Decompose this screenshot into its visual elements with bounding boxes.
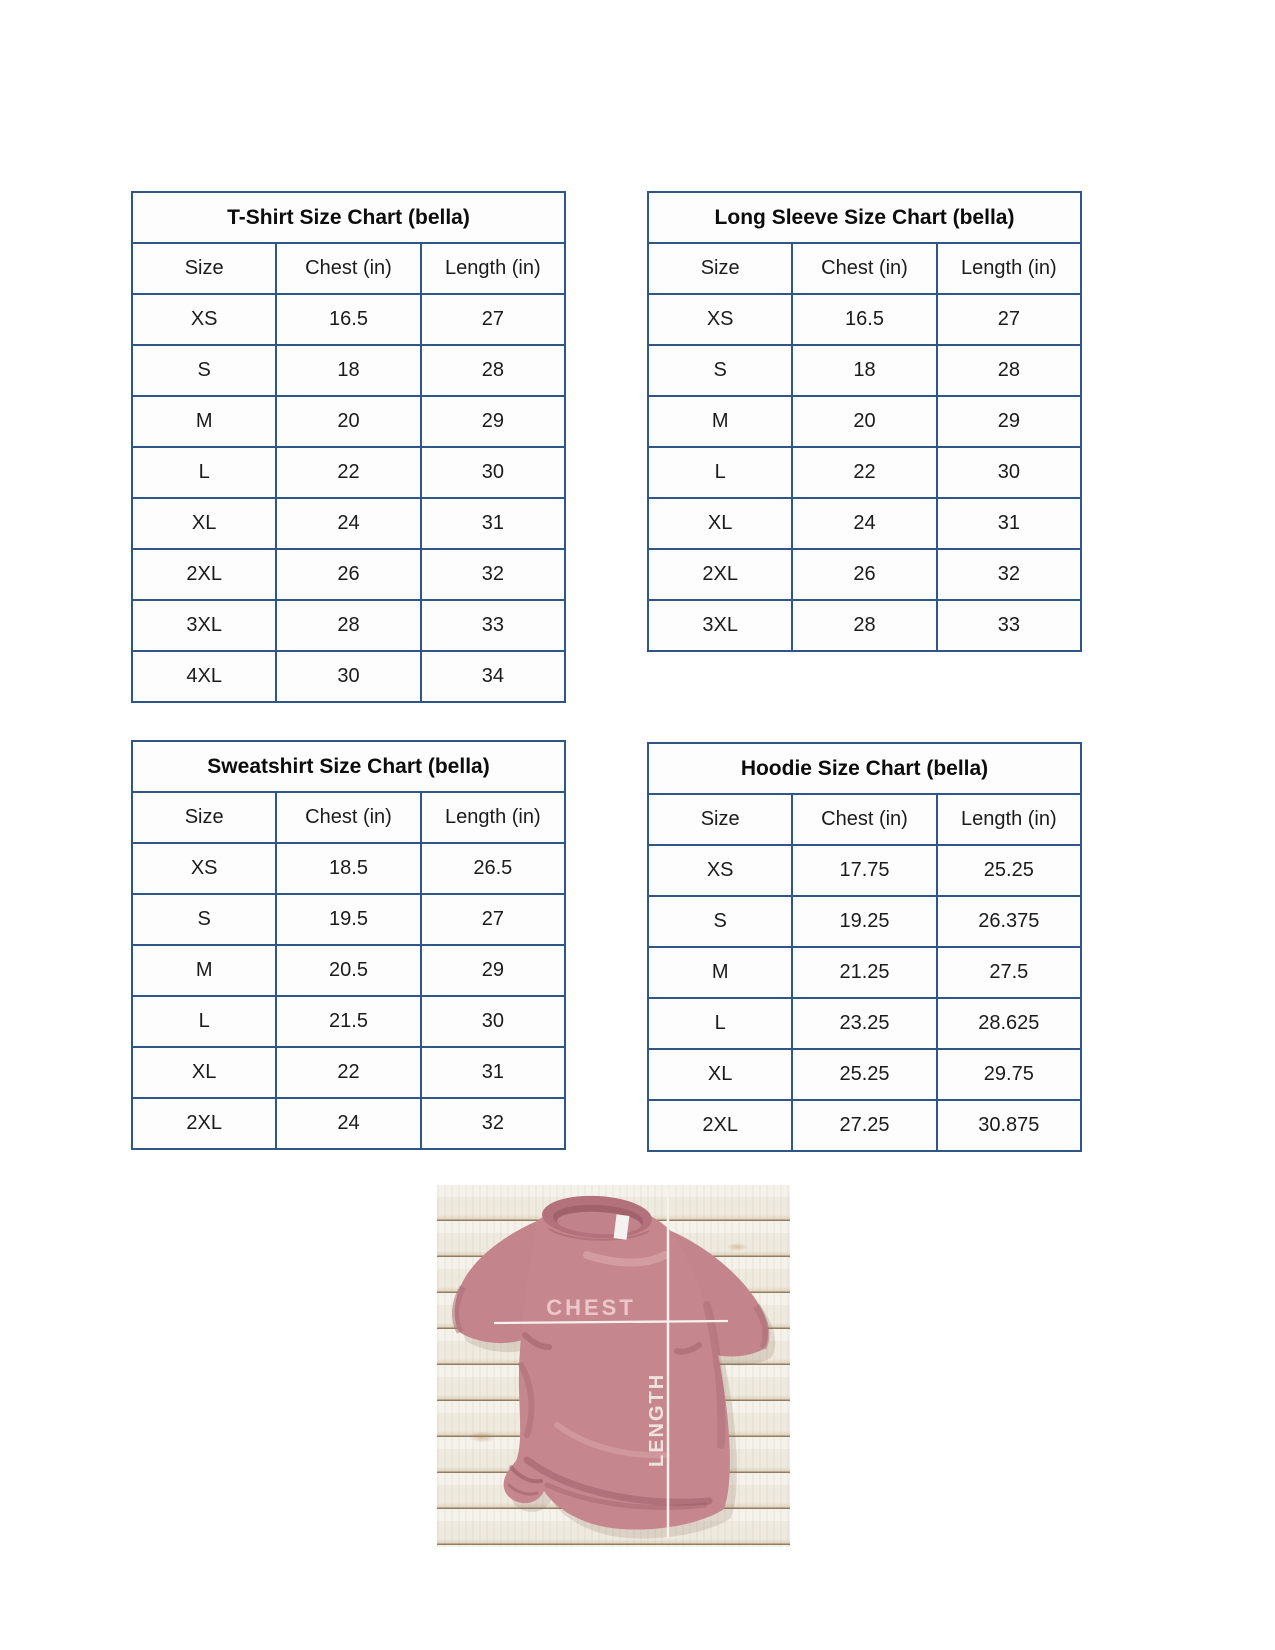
- size-table: [647, 742, 1082, 1152]
- tshirt-body: [455, 1193, 768, 1529]
- table-cell: 24: [276, 1098, 420, 1149]
- table-cell: L: [132, 447, 276, 498]
- size-table: [131, 740, 566, 1150]
- length-label: LENGTH: [646, 1372, 668, 1467]
- column-header: Length (in): [937, 794, 1081, 845]
- table-row: [648, 896, 1081, 947]
- table-cell: 2XL: [132, 549, 276, 600]
- table-cell: 29: [937, 396, 1081, 447]
- table-cell: 21.25: [792, 947, 936, 998]
- table-cell: S: [648, 345, 792, 396]
- table-cell: 33: [937, 600, 1081, 651]
- table-cell: 19.25: [792, 896, 936, 947]
- table-cell: 28: [792, 600, 936, 651]
- table-row: [132, 396, 565, 447]
- table-header-row: [648, 794, 1081, 845]
- table-cell: 20.5: [276, 945, 420, 996]
- column-header: Chest (in): [276, 243, 420, 294]
- table-cell: 22: [792, 447, 936, 498]
- table-cell: XL: [648, 1049, 792, 1100]
- column-header: Chest (in): [276, 792, 420, 843]
- table-row: [132, 345, 565, 396]
- table-cell: 30.875: [937, 1100, 1081, 1151]
- size-table: [647, 191, 1082, 652]
- table-cell: 30: [421, 447, 565, 498]
- column-header: Chest (in): [792, 243, 936, 294]
- table-row: [648, 947, 1081, 998]
- table-cell: 3XL: [648, 600, 792, 651]
- table-cell: M: [648, 947, 792, 998]
- table-cell: XS: [648, 845, 792, 896]
- table-cell: XL: [648, 498, 792, 549]
- table-cell: 17.75: [792, 845, 936, 896]
- column-header: Size: [132, 243, 276, 294]
- column-header: Length (in): [421, 243, 565, 294]
- table-cell: L: [648, 998, 792, 1049]
- table-row: [132, 843, 565, 894]
- table-cell: 26: [276, 549, 420, 600]
- table-cell: 22: [276, 1047, 420, 1098]
- table-cell: 16.5: [276, 294, 420, 345]
- table-cell: 26.5: [421, 843, 565, 894]
- table-cell: 18.5: [276, 843, 420, 894]
- table-cell: 2XL: [132, 1098, 276, 1149]
- table-cell: 27: [421, 294, 565, 345]
- table-cell: 28: [421, 345, 565, 396]
- table-cell: 32: [421, 1098, 565, 1149]
- table-cell: XS: [132, 294, 276, 345]
- table-row: [648, 345, 1081, 396]
- table-cell: M: [132, 396, 276, 447]
- table-cell: 32: [937, 549, 1081, 600]
- table-row: [648, 294, 1081, 345]
- table-row: [132, 498, 565, 549]
- table-cell: 21.5: [276, 996, 420, 1047]
- table-cell: XL: [132, 498, 276, 549]
- table-title: Hoodie Size Chart (bella): [648, 743, 1081, 794]
- table-cell: 32: [421, 549, 565, 600]
- table-cell: 19.5: [276, 894, 420, 945]
- table-row: [648, 549, 1081, 600]
- table-row: [132, 447, 565, 498]
- table-cell: XS: [132, 843, 276, 894]
- table-title: Sweatshirt Size Chart (bella): [132, 741, 565, 792]
- table-cell: 25.25: [937, 845, 1081, 896]
- table-cell: S: [648, 896, 792, 947]
- table-cell: 30: [937, 447, 1081, 498]
- column-header: Size: [648, 794, 792, 845]
- table-cell: 20: [792, 396, 936, 447]
- table-cell: 28: [276, 600, 420, 651]
- table-row: [132, 894, 565, 945]
- chest-label: CHEST: [546, 1295, 636, 1320]
- column-header: Length (in): [421, 792, 565, 843]
- table-header-row: [132, 792, 565, 843]
- table-row: [648, 998, 1081, 1049]
- table-cell: 22: [276, 447, 420, 498]
- table-cell: S: [132, 345, 276, 396]
- table-row: [132, 651, 565, 702]
- table-title-row: [648, 743, 1081, 794]
- table-title-row: [648, 192, 1081, 243]
- table-cell: 24: [276, 498, 420, 549]
- table-row: [648, 396, 1081, 447]
- table-cell: 31: [421, 1047, 565, 1098]
- table-cell: 20: [276, 396, 420, 447]
- table-cell: 31: [421, 498, 565, 549]
- table-cell: 28.625: [937, 998, 1081, 1049]
- table-cell: 3XL: [132, 600, 276, 651]
- table-cell: 34: [421, 651, 565, 702]
- table-cell: XS: [648, 294, 792, 345]
- table-row: [648, 1100, 1081, 1151]
- table-cell: 29.75: [937, 1049, 1081, 1100]
- table-cell: 27: [421, 894, 565, 945]
- table-row: [648, 845, 1081, 896]
- size-table: [131, 191, 566, 703]
- table-cell: M: [648, 396, 792, 447]
- table-row: [648, 600, 1081, 651]
- table-cell: 33: [421, 600, 565, 651]
- table-cell: 24: [792, 498, 936, 549]
- tshirt-size-chart: [131, 191, 566, 703]
- table-row: [132, 294, 565, 345]
- column-header: Size: [648, 243, 792, 294]
- table-row: [132, 1047, 565, 1098]
- table-cell: L: [132, 996, 276, 1047]
- table-cell: XL: [132, 1047, 276, 1098]
- table-cell: 31: [937, 498, 1081, 549]
- table-cell: 2XL: [648, 549, 792, 600]
- table-title-row: [132, 741, 565, 792]
- sweatshirt-size-chart: [131, 740, 566, 1150]
- column-header: Size: [132, 792, 276, 843]
- column-header: Chest (in): [792, 794, 936, 845]
- table-cell: 27.5: [937, 947, 1081, 998]
- size-guide-photo: [437, 1185, 790, 1547]
- table-title: Long Sleeve Size Chart (bella): [648, 192, 1081, 243]
- long-sleeve-size-chart: [647, 191, 1082, 652]
- table-row: [132, 600, 565, 651]
- table-row: [648, 498, 1081, 549]
- table-cell: 2XL: [648, 1100, 792, 1151]
- table-row: [648, 447, 1081, 498]
- table-cell: 28: [937, 345, 1081, 396]
- table-title: T-Shirt Size Chart (bella): [132, 192, 565, 243]
- table-cell: 18: [276, 345, 420, 396]
- table-cell: 18: [792, 345, 936, 396]
- table-cell: M: [132, 945, 276, 996]
- table-header-row: [648, 243, 1081, 294]
- table-row: [648, 1049, 1081, 1100]
- table-cell: 27.25: [792, 1100, 936, 1151]
- table-row: [132, 996, 565, 1047]
- hoodie-size-chart: [647, 742, 1082, 1152]
- table-cell: 27: [937, 294, 1081, 345]
- table-header-row: [132, 243, 565, 294]
- table-cell: 30: [276, 651, 420, 702]
- column-header: Length (in): [937, 243, 1081, 294]
- table-cell: 4XL: [132, 651, 276, 702]
- table-cell: 26: [792, 549, 936, 600]
- table-cell: 30: [421, 996, 565, 1047]
- table-cell: S: [132, 894, 276, 945]
- table-row: [132, 549, 565, 600]
- table-row: [132, 1098, 565, 1149]
- table-row: [132, 945, 565, 996]
- table-cell: 16.5: [792, 294, 936, 345]
- table-cell: 29: [421, 945, 565, 996]
- table-cell: 26.375: [937, 896, 1081, 947]
- table-cell: 29: [421, 396, 565, 447]
- table-title-row: [132, 192, 565, 243]
- tshirt-measure-illustration: [437, 1185, 790, 1547]
- table-cell: L: [648, 447, 792, 498]
- table-cell: 25.25: [792, 1049, 936, 1100]
- table-cell: 23.25: [792, 998, 936, 1049]
